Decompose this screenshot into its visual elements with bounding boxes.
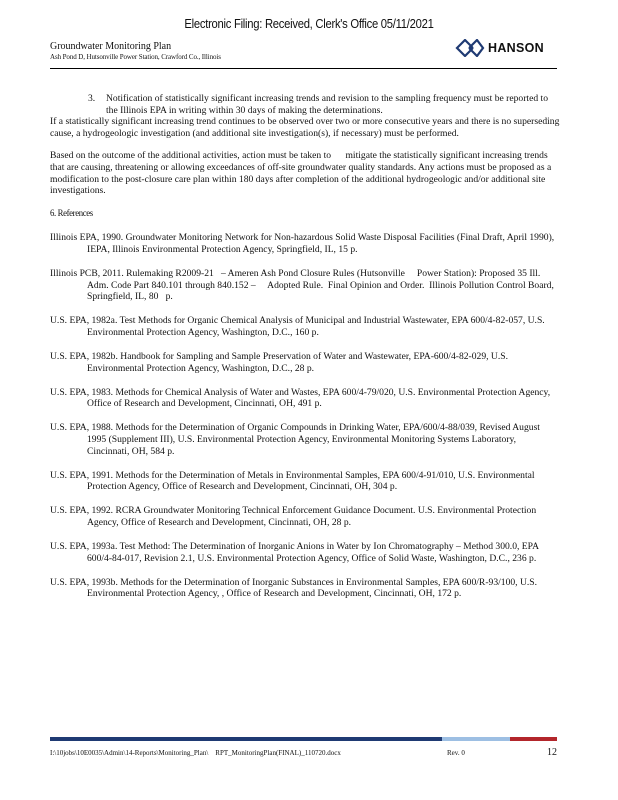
list-item [88, 93, 560, 116]
footer-bar-navy [50, 737, 442, 741]
reference-item: Illinois PCB, 2011. Rulemaking R2009-21 – Ameren Ash Pond Closure Rules (Hutsonville Power Station): Proposed 35 Ill. Adm. Code Part 840.101 through 840.152 – Adopted Rule. Final Opinion and Order. Illinois Pollution Control Board, Springfield, IL, 80 p. [50, 268, 557, 303]
reference-item: U.S. EPA, 1983. Methods for Chemical Analysis of Water and Wastes, EPA 600/4-79/020, U.S. Environmental Protection Agency, Office of Research and Development, Cincinnati, OH, 491 p. [50, 386, 551, 410]
reference-item: U.S. EPA, 1993b. Methods for the Determination of Inorganic Substances in Environmental Samples, EPA 600/R-93/100, U.S. Environmental Protection Agency, , Office of Research and Development, Cincinnati, OH, 172 p. [50, 576, 538, 600]
reference-item: Illinois EPA, 1990. Groundwater Monitoring Network for Non-hazardous Solid Waste Disposal Facilities (Final Draft, April 1990), IEPA, Illinois Environmental Protection Agency, Springfield, IL, 15 p. [50, 232, 555, 255]
list-item-number: 3. [88, 93, 96, 104]
section-heading: 6. References [50, 208, 93, 219]
reference-item: U.S. EPA, 1991. Methods for the Determination of Metals in Environmental Samples, EPA 600/4-91/010, U.S. Environmental Protection Agency, Office of Research and Development, Cincinnati, OH, 304 p. [50, 469, 535, 493]
page-number: 12 [547, 747, 557, 758]
paragraph-action: Based on the outcome of the additional activities, action must be taken to mitigate the statistically significant increasing trends that are causing, threatening or allowing exceedances of off-site groundwater quality standards. Any actions must be proposed as a modification to the post-closure care plan within 180 days after completion of the additional hydrogeologic and/or additional site investigations. [50, 150, 554, 197]
hanson-logo-icon [455, 39, 485, 57]
header-subtitle: Ash Pond D, Hutsonville Power Station, Crawford Co., Illinois [50, 53, 221, 61]
list-item-text: Notification of statistically significant increasing trends and revision to the sampling frequency must be reported to the Illinois EPA in writing within 30 days of making the determinations. [106, 93, 548, 116]
document-body [50, 93, 560, 612]
reference-item: U.S. EPA, 1982b. Handbook for Sampling and Sample Preservation of Water and Wastewater, EPA-600/4-82-029, U.S. Environmental Protection Agency, Washington, D.C., 28 p. [50, 351, 508, 374]
footer-bar-red [510, 737, 557, 741]
footer-color-bar [50, 737, 557, 741]
electronic-filing-stamp: Electronic Filing: Received, Clerk's Office 05/11/2021 [184, 17, 434, 31]
reference-item: U.S. EPA, 1988. Methods for the Determination of Organic Compounds in Drinking Water, EPA/600/4-88/039, Revised August 1995 (Supplement III), U.S. Environmental Protection Agency, Environmental Monitoring Systems Laboratory, Cincinnati, OH, 584 p. [50, 422, 540, 457]
header-rule [50, 68, 557, 69]
hanson-logo [455, 39, 544, 57]
logo-text: HANSON [488, 41, 544, 55]
paragraph-trend: If a statistically significant increasing trend continues to be observed over two or more consecutive years and there is no superseding cause, a hydrogeologic investigation (and additional site investigation(s), if necessary) must be performed. [50, 116, 560, 139]
footer-file-path: I:\10jobs\10E0035\Admin\14-Reports\Monitoring_Plan\ RPT_MonitoringPlan(FINAL)_110720.docx [50, 748, 341, 757]
page-footer [50, 747, 557, 758]
footer-revision: Rev. 0 [447, 748, 465, 757]
footer-bar-light [442, 737, 510, 741]
reference-item: U.S. EPA, 1993a. Test Method: The Determination of Inorganic Anions in Water by Ion Chromatography – Method 300.0, EPA 600/4-84-017, Revision 2.1, U.S. Environmental Protection Agency, Office of Solid Waste, Washington, D.C., 236 p. [50, 541, 539, 564]
reference-item: U.S. EPA, 1992. RCRA Groundwater Monitoring Technical Enforcement Guidance Document. U.S. Environmental Protection Agency, Office of Research and Development, Cincinnati, OH, 28 p. [50, 505, 537, 528]
header-title: Groundwater Monitoring Plan [50, 41, 172, 52]
reference-item: U.S. EPA, 1982a. Test Methods for Organic Chemical Analysis of Municipal and Industrial Wastewater, EPA 600/4-82-057, U.S. Environmental Protection Agency, Washington, D.C., 160 p. [50, 315, 545, 338]
